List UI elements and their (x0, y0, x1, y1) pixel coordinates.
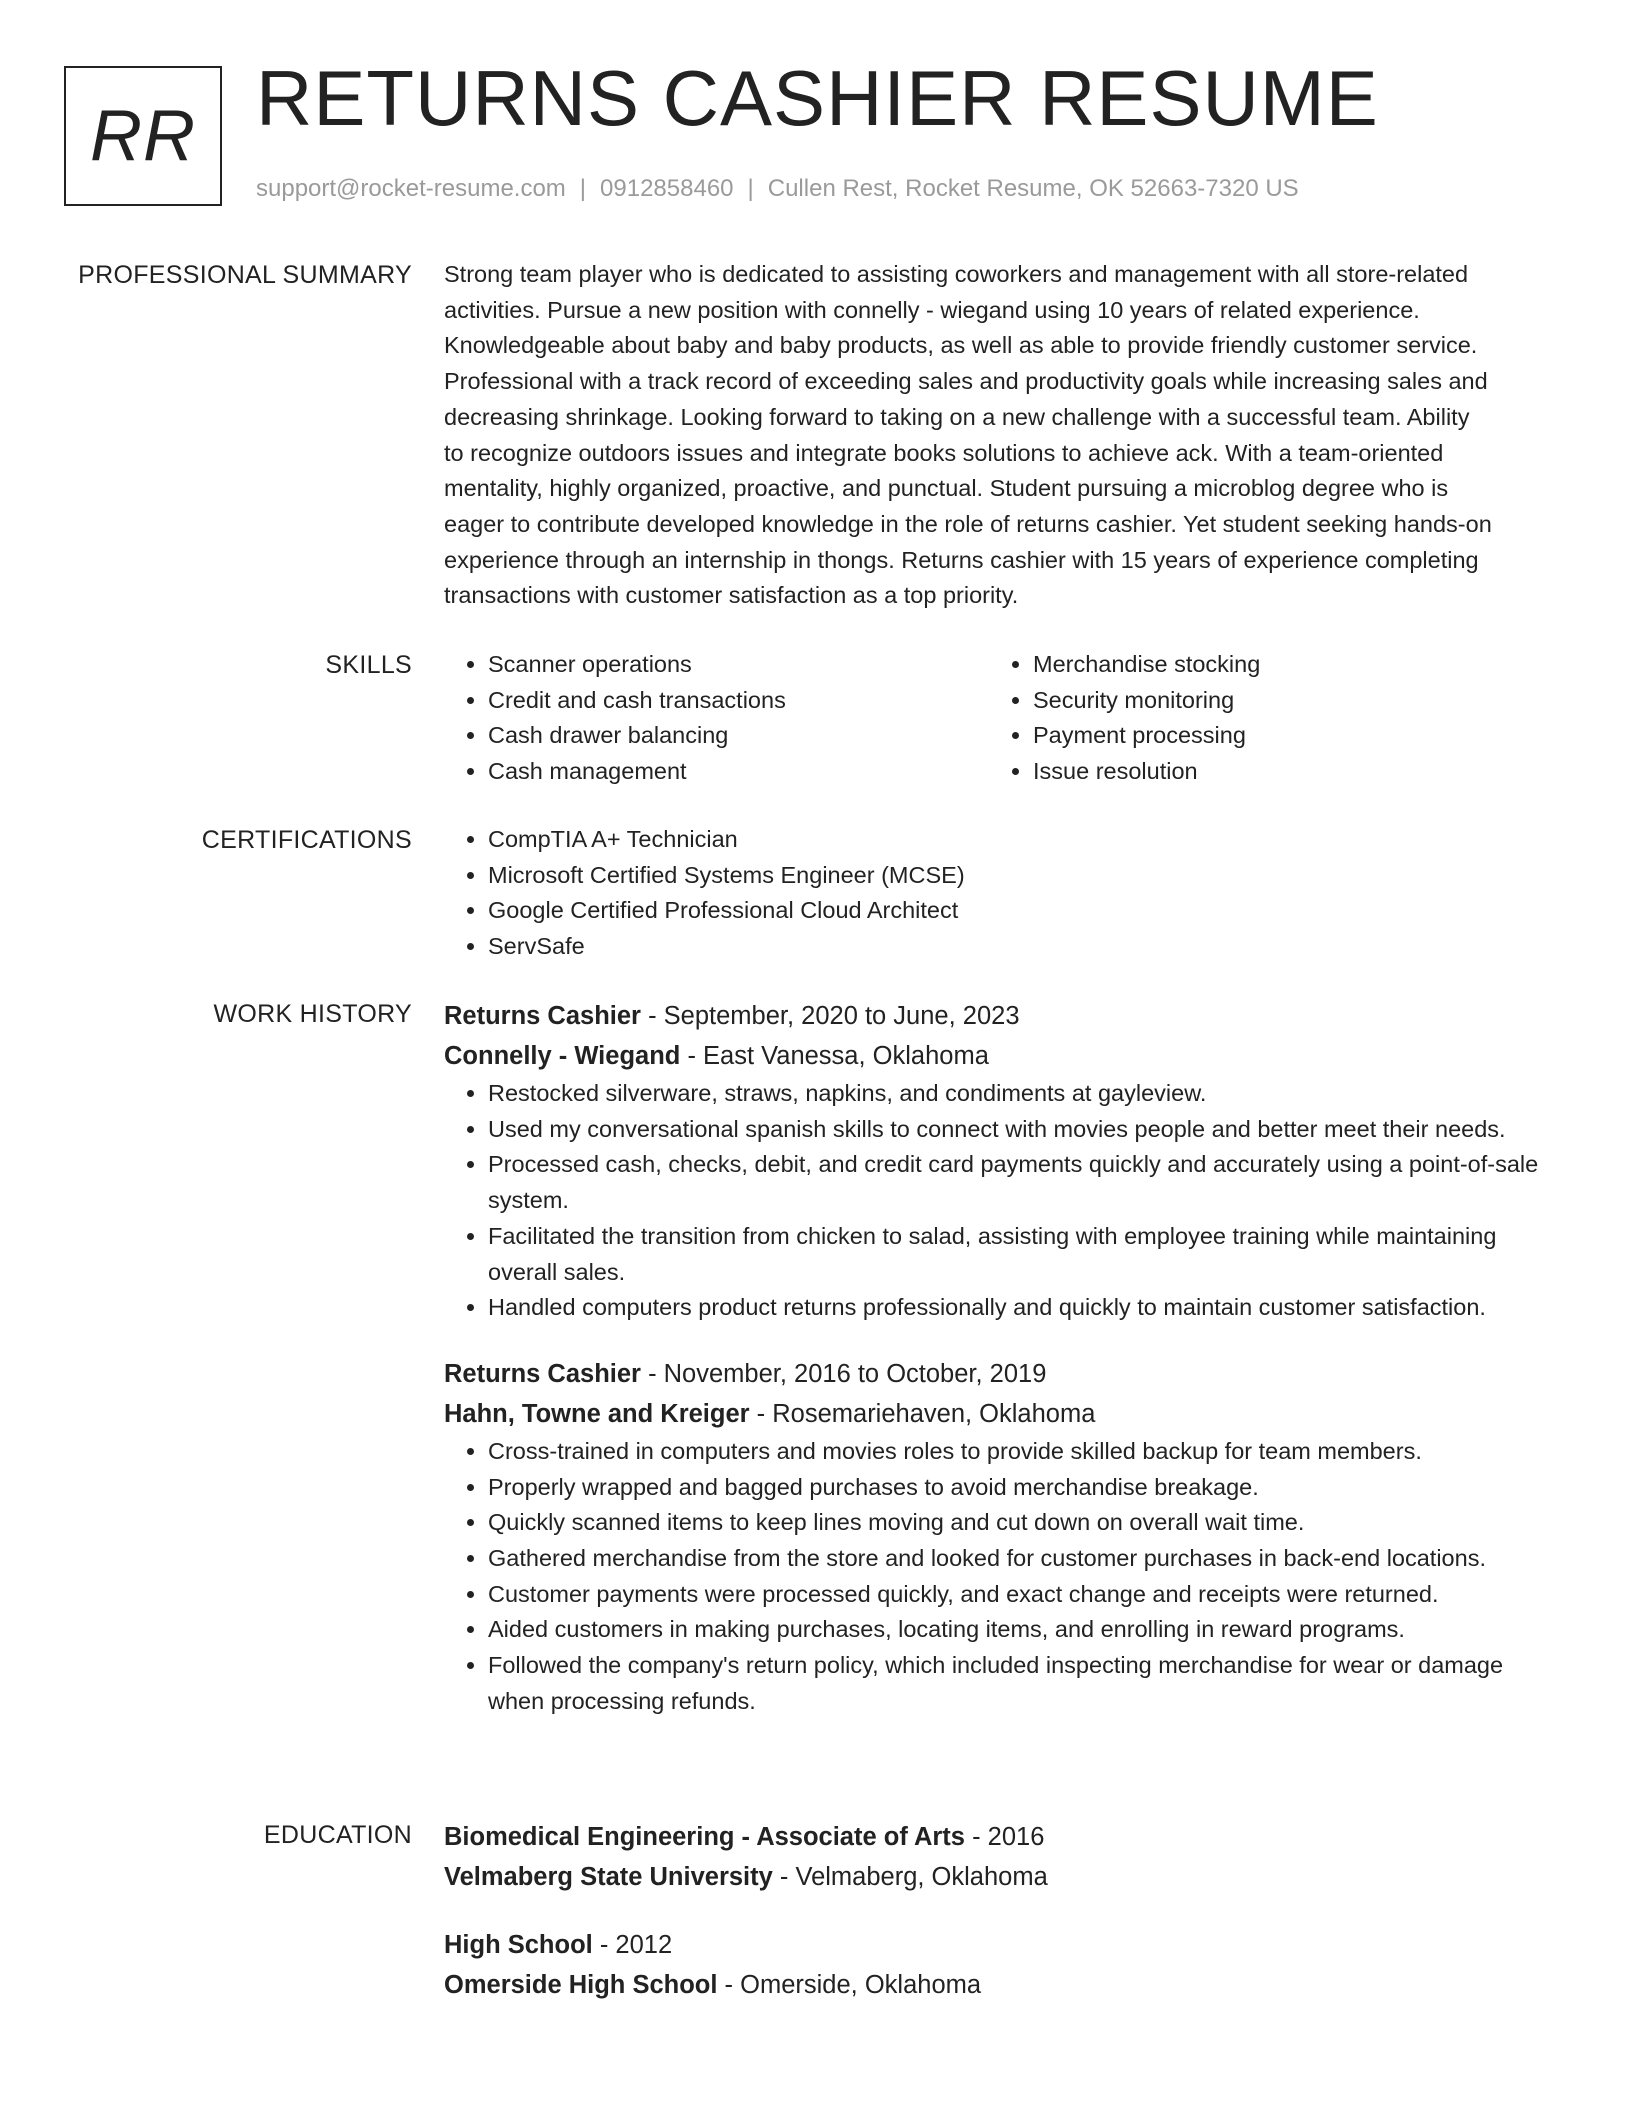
section-heading-work-history: WORK HISTORY (213, 1000, 412, 1028)
education-degree: Biomedical Engineering - Associate of Arts (444, 1823, 965, 1851)
contact-address: Cullen Rest, Rocket Resume, OK 52663-7320 US (767, 175, 1299, 202)
job-bullet: • Followed the company's return policy, which included inspecting merchandise for wear or damage when processing refunds. (488, 1648, 1559, 1719)
job-bullet: • Facilitated the transition from chicken to salad, assisting with employee training while maintaining overall sales. (488, 1219, 1559, 1290)
contact-separator: | (579, 175, 587, 202)
education-year: - 2012 (592, 1931, 673, 1959)
certification-item: • ServSafe (488, 929, 1559, 965)
job-bullet: • Properly wrapped and bagged purchases to avoid merchandise breakage. (488, 1470, 1559, 1506)
skill-item: • Merchandise stocking (1033, 647, 1534, 683)
contact-separator: | (747, 175, 754, 202)
job-bullet: • Used my conversational spanish skills to connect with movies people and better meet their needs. (488, 1112, 1559, 1148)
summary-line: Knowledgeable about baby and baby products, as well as able to provide friendly customer service. (444, 332, 1478, 359)
certifications-list (444, 822, 1559, 965)
skill-item: • Credit and cash transactions (488, 683, 989, 719)
job-dates: - November, 2016 to October, 2019 (640, 1359, 1047, 1388)
job-location: - Rosemariehaven, Oklahoma (749, 1399, 1096, 1428)
education-location: - Omerside, Oklahoma (717, 1971, 982, 1999)
summary-line: activities. Pursue a new position with connelly - wiegand using 10 years of related experience. (444, 296, 1420, 323)
education-year: - 2016 (964, 1823, 1045, 1851)
job-company: Hahn, Towne and Kreiger (444, 1399, 750, 1428)
job-bullet: • Restocked silverware, straws, napkins, and condiments at gayleview. (488, 1076, 1559, 1112)
education-body (444, 1817, 1559, 2005)
skills-grid (444, 647, 1559, 790)
job-company-line (444, 1036, 1559, 1076)
summary-line: experience through an internship in thongs. Returns cashier with 15 years of experience completing (444, 546, 1479, 573)
skill-item: • Payment processing (1033, 718, 1534, 754)
job-company-line (444, 1394, 1559, 1434)
education-entry (444, 1817, 1559, 1897)
resume-title: RETURNS CASHIER RESUME (256, 54, 1379, 142)
education-school: Velmaberg State University (444, 1863, 773, 1891)
summary-text (444, 257, 1559, 614)
skill-item: • Cash drawer balancing (488, 718, 989, 754)
job-company: Connelly - Wiegand (444, 1042, 681, 1070)
certification-item: • CompTIA A+ Technician (488, 822, 1559, 858)
summary-line: Strong team player who is dedicated to assisting coworkers and management with all store-related (444, 261, 1469, 287)
education-school-line (444, 1965, 1559, 2005)
job-title-line (444, 1354, 1559, 1394)
education-school: Omerside High School (444, 1971, 718, 1999)
job-bullet: • Aided customers in making purchases, locating items, and enrolling in reward programs. (488, 1612, 1559, 1648)
certification-item: • Google Certified Professional Cloud Architect (488, 893, 1559, 929)
summary-line: mentality, highly organized, proactive, and punctual. Student pursuing a microblog degree who is (444, 475, 1449, 502)
summary-line: to recognize outdoors issues and integrate books solutions to achieve ack. With a team-oriented (444, 439, 1444, 466)
contact-phone[interactable]: 0912858460 (600, 175, 734, 202)
work-history-body (444, 996, 1559, 1720)
contact-email[interactable]: support@rocket-resume.com (256, 175, 566, 202)
job-role: Returns Cashier (444, 1002, 641, 1030)
summary-line: eager to contribute developed knowledge in the role of returns cashier. Yet student seeking hands-on (444, 510, 1492, 537)
job-bullet: • Gathered merchandise from the store and looked for customer purchases in back-end locations. (488, 1541, 1559, 1577)
job-bullet: • Processed cash, checks, debit, and credit card payments quickly and accurately using a point-of-sale system. (488, 1147, 1559, 1218)
skill-item: • Scanner operations (488, 647, 989, 683)
section-heading-summary: PROFESSIONAL SUMMARY (78, 261, 412, 289)
job-dates: - September, 2020 to June, 2023 (640, 1002, 1020, 1030)
education-entry (444, 1925, 1559, 2005)
job-entry (444, 1354, 1559, 1720)
job-title-line (444, 996, 1559, 1036)
job-role: Returns Cashier (444, 1359, 641, 1388)
job-bullet: • Customer payments were processed quickly, and exact change and receipts were returned. (488, 1577, 1559, 1613)
contact-line (256, 175, 1299, 203)
certification-item: • Microsoft Certified Systems Engineer (MCSE) (488, 858, 1559, 894)
skill-item: • Cash management (488, 754, 989, 790)
skill-item: • Issue resolution (1033, 754, 1534, 790)
monogram-logo: RR (64, 66, 222, 206)
job-bullet: • Handled computers product returns professionally and quickly to maintain customer satisfaction. (488, 1290, 1559, 1326)
skills-column-right (989, 647, 1534, 790)
job-location: - East Vanessa, Oklahoma (680, 1042, 989, 1070)
job-bullet: • Quickly scanned items to keep lines moving and cut down on overall wait time. (488, 1505, 1559, 1541)
summary-line: decreasing shrinkage. Looking forward to taking on a new challenge with a successful team. Ability (444, 403, 1470, 430)
education-degree: High School (444, 1931, 593, 1959)
section-heading-education: EDUCATION (263, 1821, 412, 1849)
education-degree-line (444, 1925, 1559, 1965)
summary-line: Professional with a track record of exceeding sales and productivity goals while increasing sales and (444, 368, 1488, 395)
job-entry (444, 996, 1559, 1326)
section-heading-skills: SKILLS (325, 651, 412, 679)
section-heading-certifications: CERTIFICATIONS (201, 826, 412, 854)
education-school-line (444, 1857, 1559, 1897)
job-bullet: • Cross-trained in computers and movies roles to provide skilled backup for team members. (488, 1434, 1559, 1470)
education-location: - Velmaberg, Oklahoma (772, 1863, 1048, 1891)
skill-item: • Security monitoring (1033, 683, 1534, 719)
summary-line: transactions with customer satisfaction as a top priority. (444, 582, 1019, 609)
education-degree-line (444, 1817, 1559, 1857)
skills-column-left (444, 647, 989, 790)
